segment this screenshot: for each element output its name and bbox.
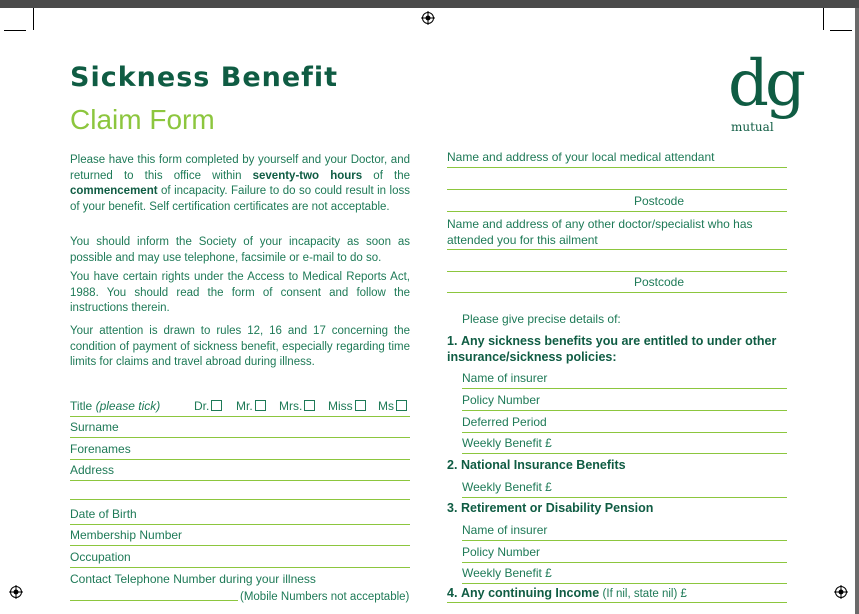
- membership-field[interactable]: Membership Number: [70, 525, 410, 546]
- s1-weekly-field[interactable]: Weekly Benefit £: [462, 433, 787, 454]
- crop-mark: [830, 30, 852, 31]
- crop-mark: [33, 8, 34, 30]
- title-option-mr[interactable]: Mr.: [236, 396, 266, 416]
- other-doctor-label: Name and address of any other doctor/specialist who has attended you for this ailment: [447, 217, 753, 247]
- mobile-note: (Mobile Numbers not acceptable): [240, 591, 410, 603]
- address-field[interactable]: Address: [70, 460, 410, 481]
- page-shadow: [855, 8, 859, 614]
- intro-paragraph-1: Please have this form completed by yourself and your Doctor, and returned to this office within seventy-two hours of the commencement of incapacity. Failure to do so could result in loss of your benefit. Self certification certificates are not acceptable.: [70, 154, 410, 213]
- s3-policy-field[interactable]: Policy Number: [462, 542, 787, 563]
- postcode-field-2[interactable]: Postcode: [447, 272, 787, 293]
- title-option-dr[interactable]: Dr.: [194, 396, 222, 416]
- checkbox[interactable]: [255, 400, 266, 411]
- checkbox[interactable]: [396, 400, 407, 411]
- address-line-2[interactable]: [70, 482, 410, 500]
- postcode-field[interactable]: Postcode: [447, 191, 787, 212]
- title-field: [70, 396, 410, 417]
- section-4-heading: 4. Any continuing Income: [447, 586, 600, 600]
- crop-mark: [4, 30, 26, 31]
- section-1-heading: 1. Any sickness benefits you are entitled to under other insurance/sickness policies:: [447, 334, 777, 364]
- intro-paragraph-3: You have certain rights under the Access to Medical Reports Act, 1988. You should read the form of consent and follow the instructions therein.: [70, 271, 410, 314]
- title-hint: (please tick): [95, 399, 161, 413]
- dob-field[interactable]: Date of Birth: [70, 504, 410, 525]
- other-doctor-field[interactable]: [447, 232, 787, 250]
- s3-insurer-field[interactable]: Name of insurer: [462, 520, 787, 541]
- registration-mark-icon: [9, 585, 23, 599]
- form-subtitle: Claim Form: [70, 104, 215, 135]
- local-attendant-line-2[interactable]: [447, 170, 787, 190]
- title-label: Title: [70, 399, 93, 413]
- forenames-field[interactable]: Forenames: [70, 439, 410, 460]
- intro-paragraph-4: Your attention is drawn to rules 12, 16 and 17 concerning the condition of payment of sickness benefit, especially regarding time limits for claims and travel abroad during illness.: [70, 325, 410, 368]
- title-option-ms[interactable]: Ms: [378, 396, 407, 416]
- local-attendant-field[interactable]: Name and address of your local medical attendant: [447, 147, 787, 168]
- title-option-mrs[interactable]: Mrs.: [279, 396, 315, 416]
- s2-weekly-field[interactable]: Weekly Benefit £: [462, 477, 787, 498]
- intro-paragraph-2: You should inform the Society of your incapacity as soon as possible and may use telephone, facsimile or e-mail to do so.: [70, 236, 410, 264]
- section-3-heading: 3. Retirement or Disability Pension: [447, 501, 654, 515]
- title-option-miss[interactable]: Miss: [328, 396, 366, 416]
- s4-income-field[interactable]: 4. Any continuing Income (If nil, state nil) £: [447, 584, 787, 603]
- dg-mutual-logo: [728, 47, 802, 142]
- occupation-field[interactable]: Occupation: [70, 547, 410, 568]
- registration-mark-icon: [421, 11, 435, 25]
- s3-weekly-field[interactable]: Weekly Benefit £: [462, 563, 787, 584]
- contact-phone-field[interactable]: [70, 586, 238, 601]
- other-doctor-line-2[interactable]: [447, 252, 787, 272]
- registration-mark-icon: [834, 585, 848, 599]
- logo-word: mutual: [731, 120, 774, 134]
- surname-field[interactable]: Surname: [70, 417, 410, 438]
- s1-insurer-field[interactable]: Name of insurer: [462, 368, 787, 389]
- checkbox[interactable]: [211, 400, 222, 411]
- logo-letters: dg: [728, 47, 802, 121]
- checkbox[interactable]: [355, 400, 366, 411]
- s1-policy-field[interactable]: Policy Number: [462, 390, 787, 411]
- contact-label: Contact Telephone Number during your illness: [70, 572, 316, 586]
- crop-mark: [823, 8, 824, 30]
- details-intro: Please give precise details of:: [462, 312, 621, 326]
- section-2-heading: 2. National Insurance Benefits: [447, 458, 626, 472]
- form-title: Sickness Benefit: [70, 62, 339, 93]
- checkbox[interactable]: [304, 400, 315, 411]
- s1-deferred-field[interactable]: Deferred Period: [462, 412, 787, 433]
